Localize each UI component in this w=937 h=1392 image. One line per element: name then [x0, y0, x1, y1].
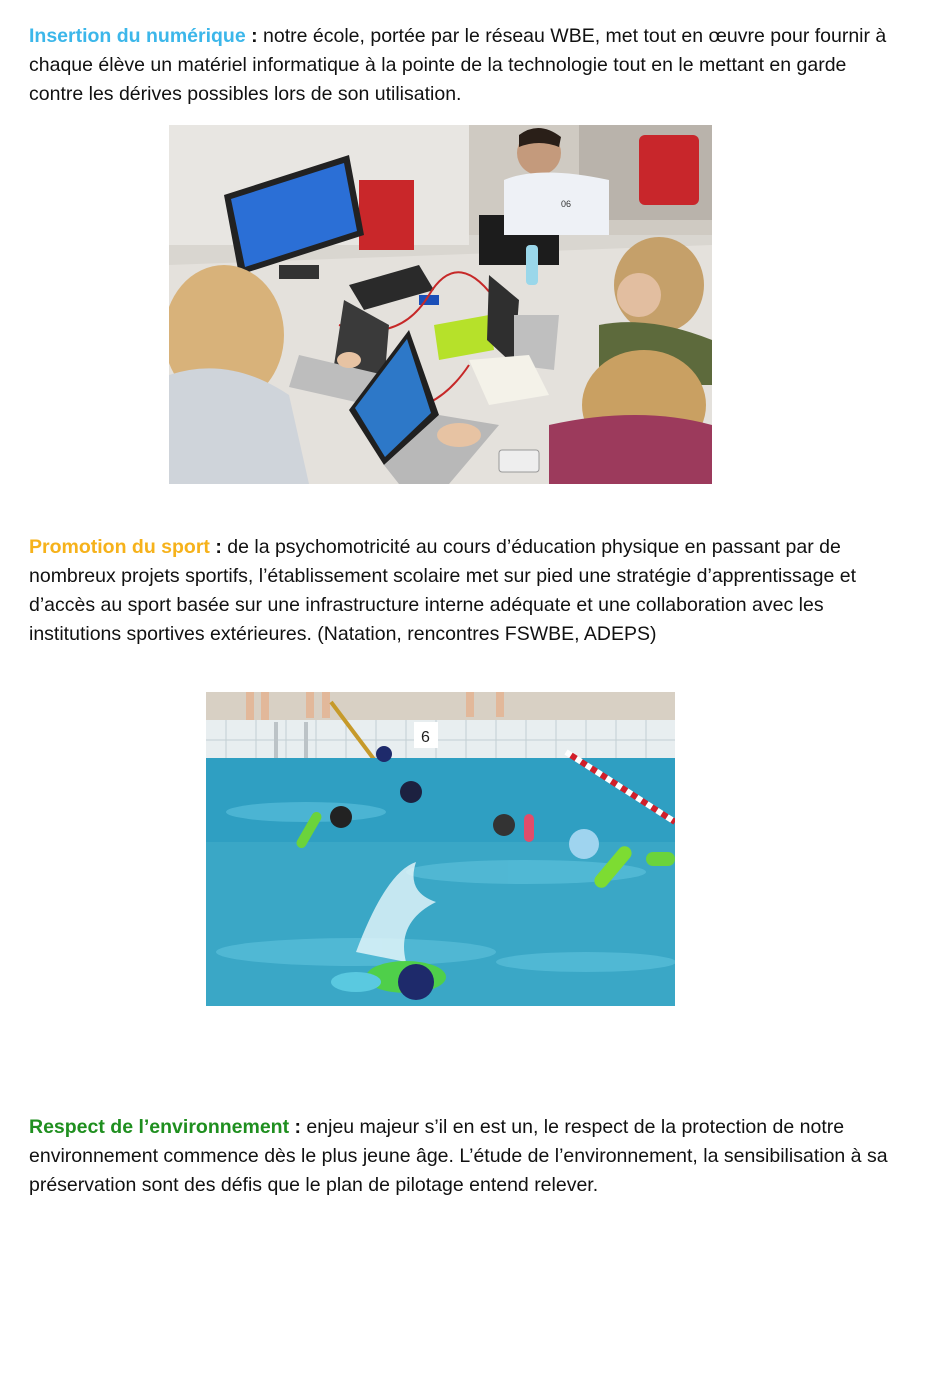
section-digital-separator: : [245, 25, 264, 47]
section-sport-body: de la psychomotricité au cours d’éducation physique en passant par de nombreux projets sportifs, l’établissement scolaire met sur pied une stratégie d’apprentissage et d’accès au sport basée sur une infrastructure interne adéquate et une collaboration avec les institutions sportives extérieures. (Natation, rencontres FSWBE, ADEPS) [29, 536, 857, 645]
section-digital-body: notre école, portée par le réseau WBE, met tout en œuvre pour fournir à chaque élève un matériel informatique à la pointe de la technologie tout en le mettant en garde contre les dérives possibles lors de son utilisation. [29, 25, 887, 105]
section-environment-body: enjeu majeur s’il en est un, le respect de la protection de notre environnement commence dès le plus jeune âge. L’étude de l’environnement, la sensibilisation à sa préservation sont des défis que le plan de pilotage entend relever. [29, 1116, 888, 1196]
section-digital-heading: Insertion du numérique [29, 25, 246, 47]
classroom-computers-photo [169, 125, 712, 484]
section-sport-separator: : [209, 536, 228, 558]
lane-number: 6 [421, 729, 430, 746]
section-digital [29, 22, 899, 109]
section-sport-heading: Promotion du sport [29, 536, 210, 558]
section-environment [29, 1113, 899, 1200]
section-sport [29, 533, 899, 649]
section-environment-heading: Respect de l’environnement [29, 1116, 290, 1138]
section-environment-separator: : [289, 1116, 307, 1138]
swimming-pool-photo [206, 692, 675, 1006]
shirt-text: 06 [561, 199, 572, 209]
